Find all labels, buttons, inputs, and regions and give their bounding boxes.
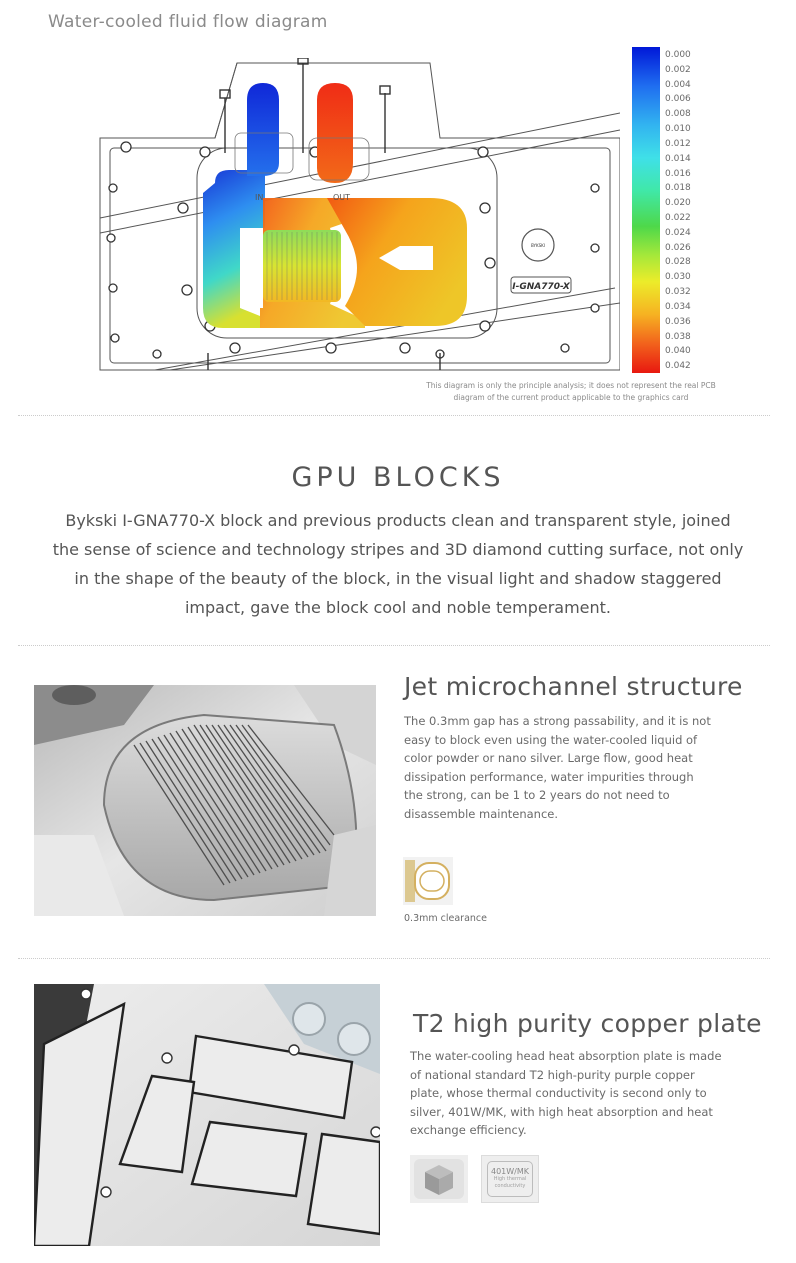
divider: [18, 958, 770, 959]
legend-tick-label: 0.028: [665, 257, 691, 268]
gpu-blocks-description: [36, 506, 760, 622]
badge-sub: conductivity: [494, 1183, 526, 1189]
divider: [18, 415, 770, 416]
description-line: disassemble maintenance.: [404, 806, 559, 821]
diagram-disclaimer: [405, 380, 737, 404]
legend-tick-label: 0.016: [665, 168, 691, 179]
legend-tick-label: 0.030: [665, 272, 691, 283]
legend-tick-label: 0.008: [665, 109, 691, 120]
description-line: The water-cooling head heat absorption plate is made: [410, 1049, 722, 1063]
disclaimer-line: This diagram is only the principle analysis; it does not represent the real PCB: [426, 381, 716, 390]
thermal-conductivity-badge: [481, 1155, 539, 1203]
copper-plate-description: [410, 1047, 755, 1140]
flow-diagram-title: Water-cooled fluid flow diagram: [48, 12, 328, 32]
legend-tick-label: 0.004: [665, 79, 691, 90]
legend-tick-label: 0.034: [665, 301, 691, 312]
description-line: the sense of science and technology stripes and 3D diamond cutting surface, not only: [52, 540, 744, 559]
description-line: the strong, can be 1 to 2 years do not need to: [404, 788, 670, 802]
gpu-blocks-title: GPU BLOCKS: [291, 462, 505, 493]
legend-tick-label: 0.036: [665, 316, 691, 327]
legend-tick-label: 0.000: [665, 50, 691, 60]
description-line: impact, gave the block cool and noble temperament.: [184, 598, 612, 617]
legend-tick-label: 0.002: [665, 64, 691, 75]
legend-tick-label: 0.020: [665, 198, 691, 209]
copper-cube-icon: [410, 1155, 468, 1203]
jet-microchannel-description: [404, 712, 744, 823]
disclaimer-line: diagram of the current product applicable to the graphics card: [453, 393, 689, 402]
color-scale-legend: [632, 47, 732, 377]
brand-logo-text: BYKSKI: [531, 243, 545, 248]
badge-value: 401W/MK: [490, 1167, 530, 1176]
legend-tick-label: 0.032: [665, 287, 691, 298]
legend-tick-label: 0.010: [665, 124, 691, 135]
description-line: in the shape of the beauty of the block, in the visual light and shadow staggered: [74, 569, 722, 588]
badge-sub: High thermal: [493, 1176, 527, 1182]
divider: [18, 645, 770, 646]
legend-tick-label: 0.024: [665, 227, 691, 238]
description-line: silver, 401W/MK, with high heat absorption and heat: [410, 1104, 713, 1119]
description-line: of national standard T2 high-purity purple copper: [410, 1067, 695, 1082]
microchannel-photo: [34, 685, 376, 916]
fluid-flow-diagram: [95, 58, 620, 376]
block-model-label: I-GNA770-X: [512, 282, 570, 292]
legend-tick-label: 0.026: [665, 242, 691, 253]
port-out-label: OUT: [333, 193, 351, 202]
clearance-icon: [403, 857, 453, 905]
description-line: color powder or nano silver. Large flow, good heat: [404, 751, 693, 765]
description-line: plate, whose thermal conductivity is second only to: [410, 1086, 707, 1100]
description-line: easy to block even using the water-cooled liquid of: [404, 732, 698, 747]
legend-tick-label: 0.042: [665, 361, 691, 372]
legend-tick-label: 0.038: [665, 331, 691, 342]
jet-microchannel-title: Jet microchannel structure: [404, 672, 743, 701]
legend-tick-label: 0.022: [665, 213, 691, 223]
legend-tick-label: 0.014: [665, 153, 691, 164]
copper-plate-photo: [34, 984, 380, 1246]
copper-plate-title: T2 high purity copper plate: [413, 1009, 762, 1038]
description-line: Bykski I-GNA770-X block and previous products clean and transparent style, joined: [65, 511, 731, 530]
description-line: dissipation performance, water impurities through: [404, 769, 694, 784]
port-in-label: IN: [255, 193, 264, 202]
legend-tick-label: 0.040: [665, 346, 691, 357]
color-scale-bar: [632, 47, 660, 373]
legend-tick-label: 0.012: [665, 138, 691, 149]
description-line: exchange efficiency.: [410, 1123, 527, 1137]
legend-tick-label: 0.018: [665, 183, 691, 194]
clearance-caption: 0.3mm clearance: [404, 913, 487, 924]
legend-tick-label: 0.006: [665, 94, 691, 105]
description-line: The 0.3mm gap has a strong passability, and it is not: [404, 714, 711, 728]
